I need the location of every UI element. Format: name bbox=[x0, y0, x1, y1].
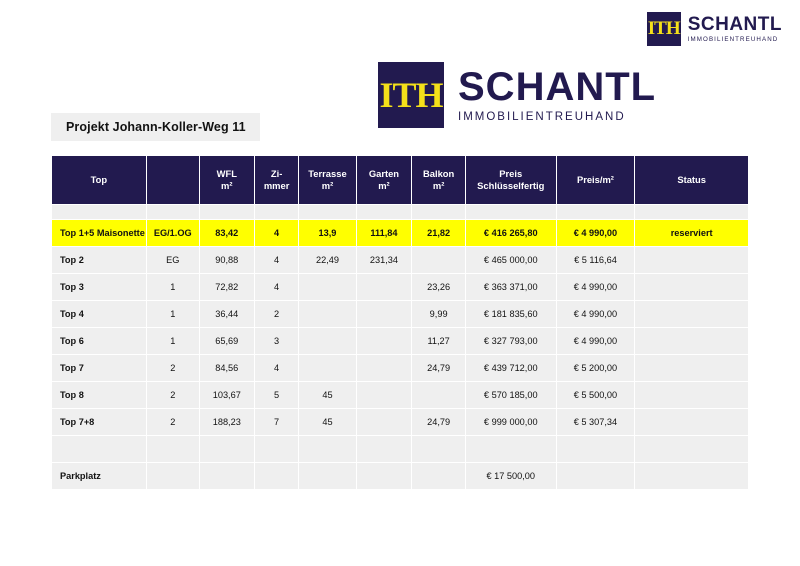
cell-zimmer: 5 bbox=[254, 382, 299, 409]
column-header-level bbox=[146, 156, 199, 205]
cell-zimmer bbox=[254, 463, 299, 490]
column-header-terrasse-line1: Terrasse bbox=[308, 168, 347, 180]
cell-status bbox=[635, 328, 749, 355]
cell-unit: Top 4 bbox=[52, 301, 147, 328]
cell-garten bbox=[356, 328, 412, 355]
column-header-preis bbox=[465, 156, 556, 205]
cell-wfl bbox=[199, 463, 254, 490]
cell-level: 1 bbox=[146, 274, 199, 301]
cell-zimmer: 7 bbox=[254, 409, 299, 436]
table-row bbox=[52, 220, 749, 247]
column-header-balkon bbox=[412, 156, 466, 205]
table-spacer-row bbox=[52, 205, 749, 220]
cell-balkon: 23,26 bbox=[412, 274, 466, 301]
table-row bbox=[52, 382, 749, 409]
cell-level: EG/1.OG bbox=[146, 220, 199, 247]
column-header-terrasse bbox=[299, 156, 356, 205]
column-header-top: Top bbox=[52, 156, 147, 205]
column-header-zimmer-line1: Zi- bbox=[270, 168, 283, 180]
logo-mark-icon: ITH bbox=[647, 12, 681, 46]
logo-subtitle-text: IMMOBILIENTREUHAND bbox=[687, 36, 779, 43]
cell-level: EG bbox=[146, 247, 199, 274]
cell-garten bbox=[356, 436, 412, 463]
cell-level bbox=[146, 463, 199, 490]
column-header-preis-line2: Schlüsselfertig bbox=[477, 180, 545, 191]
cell-wfl: 36,44 bbox=[199, 301, 254, 328]
cell-price-per-m2 bbox=[556, 436, 635, 463]
column-header-wfl-line1: WFL bbox=[216, 168, 237, 180]
cell-wfl bbox=[199, 436, 254, 463]
cell-terrasse: 45 bbox=[299, 382, 356, 409]
cell-balkon: 9,99 bbox=[412, 301, 466, 328]
cell-zimmer: 2 bbox=[254, 301, 299, 328]
units-table bbox=[51, 155, 749, 490]
cell-status bbox=[635, 355, 749, 382]
cell-status bbox=[635, 247, 749, 274]
column-header-zimmer bbox=[254, 156, 299, 205]
cell-garten bbox=[356, 301, 412, 328]
cell-zimmer: 4 bbox=[254, 274, 299, 301]
cell-balkon bbox=[412, 382, 466, 409]
cell-terrasse bbox=[299, 274, 356, 301]
cell-price: € 17 500,00 bbox=[465, 463, 556, 490]
cell-price-per-m2: € 5 307,34 bbox=[556, 409, 635, 436]
column-header-garten bbox=[356, 156, 412, 205]
table-body bbox=[52, 205, 749, 490]
table-row bbox=[52, 301, 749, 328]
column-header-preis-line1: Preis bbox=[499, 168, 523, 180]
cell-terrasse bbox=[299, 328, 356, 355]
cell-price-per-m2: € 4 990,00 bbox=[556, 328, 635, 355]
cell-zimmer: 3 bbox=[254, 328, 299, 355]
header-logo bbox=[647, 12, 782, 46]
column-header-wfl-line2: m² bbox=[221, 180, 233, 191]
cell-unit: Top 1+5 Maisonette bbox=[52, 220, 147, 247]
cell-status bbox=[635, 463, 749, 490]
logo-wordmark bbox=[688, 15, 782, 43]
cell-terrasse: 45 bbox=[299, 409, 356, 436]
cell-status bbox=[635, 409, 749, 436]
cell-price-per-m2: € 5 116,64 bbox=[556, 247, 635, 274]
cell-unit: Top 7+8 bbox=[52, 409, 147, 436]
cell-price: € 181 835,60 bbox=[465, 301, 556, 328]
cell-balkon: 11,27 bbox=[412, 328, 466, 355]
table-row bbox=[52, 328, 749, 355]
table-row bbox=[52, 436, 749, 463]
cell-zimmer: 4 bbox=[254, 247, 299, 274]
table-row bbox=[52, 247, 749, 274]
main-logo bbox=[378, 62, 656, 128]
cell-level bbox=[146, 436, 199, 463]
cell-zimmer: 4 bbox=[254, 355, 299, 382]
column-header-balkon-line1: Balkon bbox=[422, 168, 455, 180]
cell-price-per-m2: € 5 500,00 bbox=[556, 382, 635, 409]
main-logo-mark-icon: ITH bbox=[378, 62, 444, 128]
cell-unit bbox=[52, 436, 147, 463]
cell-price: € 416 265,80 bbox=[465, 220, 556, 247]
cell-price: € 363 371,00 bbox=[465, 274, 556, 301]
cell-price: € 570 185,00 bbox=[465, 382, 556, 409]
cell-balkon bbox=[412, 436, 466, 463]
cell-unit: Parkplatz bbox=[52, 463, 147, 490]
cell-status bbox=[635, 436, 749, 463]
logo-brand-text: SCHANTL bbox=[687, 14, 782, 35]
column-header-balkon-line2: m² bbox=[432, 180, 445, 191]
column-header-wfl bbox=[199, 156, 254, 205]
cell-garten: 111,84 bbox=[356, 220, 412, 247]
table-row bbox=[52, 409, 749, 436]
cell-terrasse bbox=[299, 355, 356, 382]
column-header-zimmer-line2: mmer bbox=[263, 180, 290, 191]
cell-terrasse: 13,9 bbox=[299, 220, 356, 247]
page-title: Projekt Johann-Koller-Weg 11 bbox=[51, 113, 260, 141]
column-header-status: Status bbox=[635, 156, 749, 205]
cell-unit: Top 2 bbox=[52, 247, 147, 274]
cell-price bbox=[465, 436, 556, 463]
cell-balkon bbox=[412, 247, 466, 274]
table-row bbox=[52, 274, 749, 301]
cell-garten bbox=[356, 274, 412, 301]
cell-wfl: 188,23 bbox=[199, 409, 254, 436]
cell-wfl: 65,69 bbox=[199, 328, 254, 355]
cell-price: € 439 712,00 bbox=[465, 355, 556, 382]
cell-garten bbox=[356, 355, 412, 382]
cell-garten bbox=[356, 382, 412, 409]
cell-price-per-m2: € 4 990,00 bbox=[556, 274, 635, 301]
cell-terrasse bbox=[299, 436, 356, 463]
cell-balkon: 24,79 bbox=[412, 409, 466, 436]
cell-terrasse bbox=[299, 463, 356, 490]
cell-zimmer bbox=[254, 436, 299, 463]
cell-terrasse: 22,49 bbox=[299, 247, 356, 274]
cell-wfl: 84,56 bbox=[199, 355, 254, 382]
cell-unit: Top 6 bbox=[52, 328, 147, 355]
cell-unit: Top 3 bbox=[52, 274, 147, 301]
units-table-container bbox=[51, 155, 749, 490]
cell-garten: 231,34 bbox=[356, 247, 412, 274]
cell-garten bbox=[356, 463, 412, 490]
cell-status bbox=[635, 382, 749, 409]
cell-balkon bbox=[412, 463, 466, 490]
cell-unit: Top 7 bbox=[52, 355, 147, 382]
cell-level: 1 bbox=[146, 328, 199, 355]
cell-level: 1 bbox=[146, 301, 199, 328]
cell-price-per-m2: € 4 990,00 bbox=[556, 301, 635, 328]
cell-price-per-m2: € 4 990,00 bbox=[556, 220, 635, 247]
cell-price: € 327 793,00 bbox=[465, 328, 556, 355]
cell-terrasse bbox=[299, 301, 356, 328]
table-row bbox=[52, 355, 749, 382]
cell-zimmer: 4 bbox=[254, 220, 299, 247]
cell-wfl: 72,82 bbox=[199, 274, 254, 301]
table-header bbox=[52, 156, 749, 205]
cell-level: 2 bbox=[146, 382, 199, 409]
cell-status: reserviert bbox=[635, 220, 749, 247]
main-logo-subtitle-text: IMMOBILIENTREUHAND bbox=[458, 111, 626, 123]
cell-status bbox=[635, 301, 749, 328]
main-logo-wordmark bbox=[458, 67, 656, 123]
cell-price-per-m2 bbox=[556, 463, 635, 490]
cell-unit: Top 8 bbox=[52, 382, 147, 409]
cell-price: € 465 000,00 bbox=[465, 247, 556, 274]
cell-price: € 999 000,00 bbox=[465, 409, 556, 436]
cell-price-per-m2: € 5 200,00 bbox=[556, 355, 635, 382]
cell-balkon: 21,82 bbox=[412, 220, 466, 247]
cell-wfl: 103,67 bbox=[199, 382, 254, 409]
cell-garten bbox=[356, 409, 412, 436]
cell-level: 2 bbox=[146, 355, 199, 382]
main-logo-brand-text: SCHANTL bbox=[458, 65, 657, 109]
cell-balkon: 24,79 bbox=[412, 355, 466, 382]
column-header-preis-pro-m2: Preis/m² bbox=[556, 156, 635, 205]
table-row bbox=[52, 463, 749, 490]
column-header-terrasse-line2: m² bbox=[321, 180, 334, 191]
cell-level: 2 bbox=[146, 409, 199, 436]
cell-wfl: 90,88 bbox=[199, 247, 254, 274]
column-header-garten-line1: Garten bbox=[368, 168, 400, 180]
table-header-row bbox=[52, 156, 749, 205]
cell-wfl: 83,42 bbox=[199, 220, 254, 247]
column-header-garten-line2: m² bbox=[378, 180, 390, 191]
cell-status bbox=[635, 274, 749, 301]
